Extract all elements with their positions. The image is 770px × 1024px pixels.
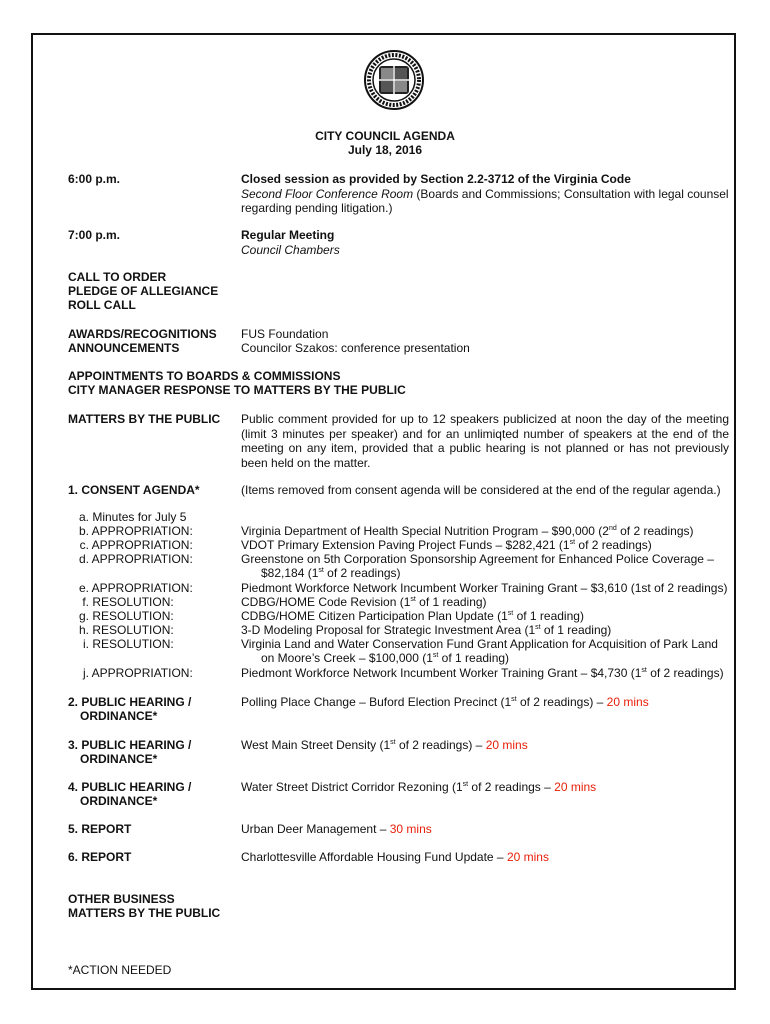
- consent-item-c-text: VDOT Primary Extension Paving Project Funds – $282,421 (1st of 2 readings): [241, 538, 652, 552]
- closed-session-block: [241, 172, 729, 216]
- call-to-order: CALL TO ORDER: [68, 270, 167, 284]
- public-text: Public comment provided for up to 12 speakers publicized at noon the day of the meeting (limit 3 minutes per speaker) and for an unlimiqted number of speakers at the end of the meeting on any item, provided that a public hearing is not planned or has not previously been held on the matter.: [241, 412, 729, 470]
- city-manager-response-label: CITY MANAGER RESPONSE TO MATTERS BY THE PUBLIC: [68, 383, 406, 397]
- awards-labels: [68, 327, 217, 355]
- consent-item-e-text: Piedmont Workforce Network Incumbent Worker Training Grant – $3,610 (1st of 2 readings): [241, 581, 728, 595]
- announcements-label: ANNOUNCEMENTS: [68, 341, 180, 355]
- consent-item-d-cont: $82,184 (1st of 2 readings): [261, 566, 401, 580]
- report-6-label: 6. REPORT: [68, 850, 132, 864]
- roll-call: ROLL CALL: [68, 298, 136, 312]
- consent-item-f-text: CDBG/HOME Code Revision (1st of 1 reading): [241, 595, 487, 609]
- consent-item-j-text: Piedmont Workforce Network Incumbent Worker Training Grant – $4,730 (1st of 2 readings): [241, 666, 724, 680]
- appointments-block: [68, 369, 406, 397]
- matters-by-public-closing: MATTERS BY THE PUBLIC: [68, 906, 221, 920]
- other-business: OTHER BUSINESS: [68, 892, 175, 906]
- appointments-label: APPOINTMENTS TO BOARDS & COMMISSIONS: [68, 369, 341, 383]
- hearing-4-text: Water Street District Corridor Rezoning (1st of 2 readings – 20 mins: [241, 780, 597, 794]
- hearing-4-label: 4. PUBLIC HEARING / ORDINANCE*: [68, 780, 192, 808]
- hearing-3-label: 3. PUBLIC HEARING / ORDINANCE*: [68, 738, 192, 766]
- regular-meeting-location: Council Chambers: [241, 242, 340, 257]
- report-6-time: 20 mins: [506, 850, 549, 864]
- closed-session-location: Second Floor Conference Room: [241, 186, 414, 201]
- consent-item-i-text: Virginia Land and Water Conservation Fund Grant Application for Acquisition of Park Land: [241, 637, 718, 651]
- consent-item-d-text: Greenstone on 5th Corporation Sponsorship Agreement for Enhanced Police Coverage –: [241, 552, 714, 566]
- consent-item-c-type: c. APPROPRIATION:: [79, 538, 193, 552]
- pledge-of-allegiance: PLEDGE OF ALLEGIANCE: [68, 284, 219, 298]
- consent-item-h-type: h. RESOLUTION:: [78, 623, 174, 637]
- regular-meeting-heading: Regular Meeting: [241, 228, 335, 242]
- awards-label: AWARDS/RECOGNITIONS: [68, 327, 217, 341]
- consent-item-e-type: e. APPROPRIATION:: [78, 581, 193, 595]
- consent-item-f-type: f. RESOLUTION:: [82, 595, 174, 609]
- report-5-label: 5. REPORT: [68, 822, 132, 836]
- closed-session-detail: (Boards and Commissions; Consultation with legal counsel regarding pending litigation.): [241, 186, 729, 215]
- opening-block: [68, 270, 218, 312]
- hearing-2-text: Polling Place Change – Buford Election Precinct (1st of 2 readings) – 20 mins: [241, 695, 649, 709]
- closed-session-heading: Closed session as provided by Section 2.2-3712 of the Virginia Code: [241, 172, 631, 186]
- consent-item-d-type: d. APPROPRIATION:: [78, 552, 193, 566]
- footnote: *ACTION NEEDED: [68, 963, 172, 977]
- consent-item-g-text: CDBG/HOME Citizen Participation Plan Update (1st of 1 reading): [241, 609, 584, 623]
- closed-session-time: 6:00 p.m.: [68, 172, 121, 186]
- hearing-3-time: 20 mins: [485, 738, 528, 752]
- consent-item-a: a. Minutes for July 5: [78, 510, 187, 524]
- announcements-text: Councilor Szakos: conference presentation: [241, 341, 470, 355]
- consent-item-i-type: i. RESOLUTION:: [83, 637, 174, 651]
- consent-item-b-type: b. APPROPRIATION:: [78, 524, 193, 538]
- consent-note: (Items removed from consent agenda will be considered at the end of the regular agenda.): [241, 483, 721, 497]
- consent-item-b-text: Virginia Department of Health Special Nutrition Program – $90,000 (2nd of 2 readings): [241, 524, 694, 538]
- awards-texts: [241, 327, 729, 355]
- closing-block: [68, 892, 220, 920]
- hearing-2-time: 20 mins: [606, 695, 649, 709]
- report-5-time: 30 mins: [389, 822, 432, 836]
- hearing-2-label: 2. PUBLIC HEARING / ORDINANCE*: [68, 695, 192, 723]
- consent-item-h-text: 3-D Modeling Proposal for Strategic Investment Area (1st of 1 reading): [241, 623, 612, 637]
- hearing-3-text: West Main Street Density (1st of 2 readings) – 20 mins: [241, 738, 528, 752]
- report-5-text: Urban Deer Management – 30 mins: [241, 822, 432, 836]
- consent-item-i-cont: on Moore’s Creek – $100,000 (1st of 1 reading): [261, 651, 510, 665]
- city-seal-icon: [359, 49, 429, 111]
- agenda-date: July 18, 2016: [347, 143, 423, 157]
- agenda-title: CITY COUNCIL AGENDA: [315, 129, 455, 143]
- awards-text: FUS Foundation: [241, 327, 329, 341]
- regular-meeting-time: 7:00 p.m.: [68, 228, 121, 242]
- consent-label: 1. CONSENT AGENDA*: [68, 483, 200, 497]
- consent-item-j-type: j. APPROPRIATION:: [83, 666, 193, 680]
- regular-meeting-block: [241, 228, 729, 257]
- public-label: MATTERS BY THE PUBLIC: [68, 412, 221, 426]
- report-6-text: Charlottesville Affordable Housing Fund Update – 20 mins: [241, 850, 549, 864]
- hearing-4-time: 20 mins: [554, 780, 597, 794]
- consent-item-g-type: g. RESOLUTION:: [78, 609, 174, 623]
